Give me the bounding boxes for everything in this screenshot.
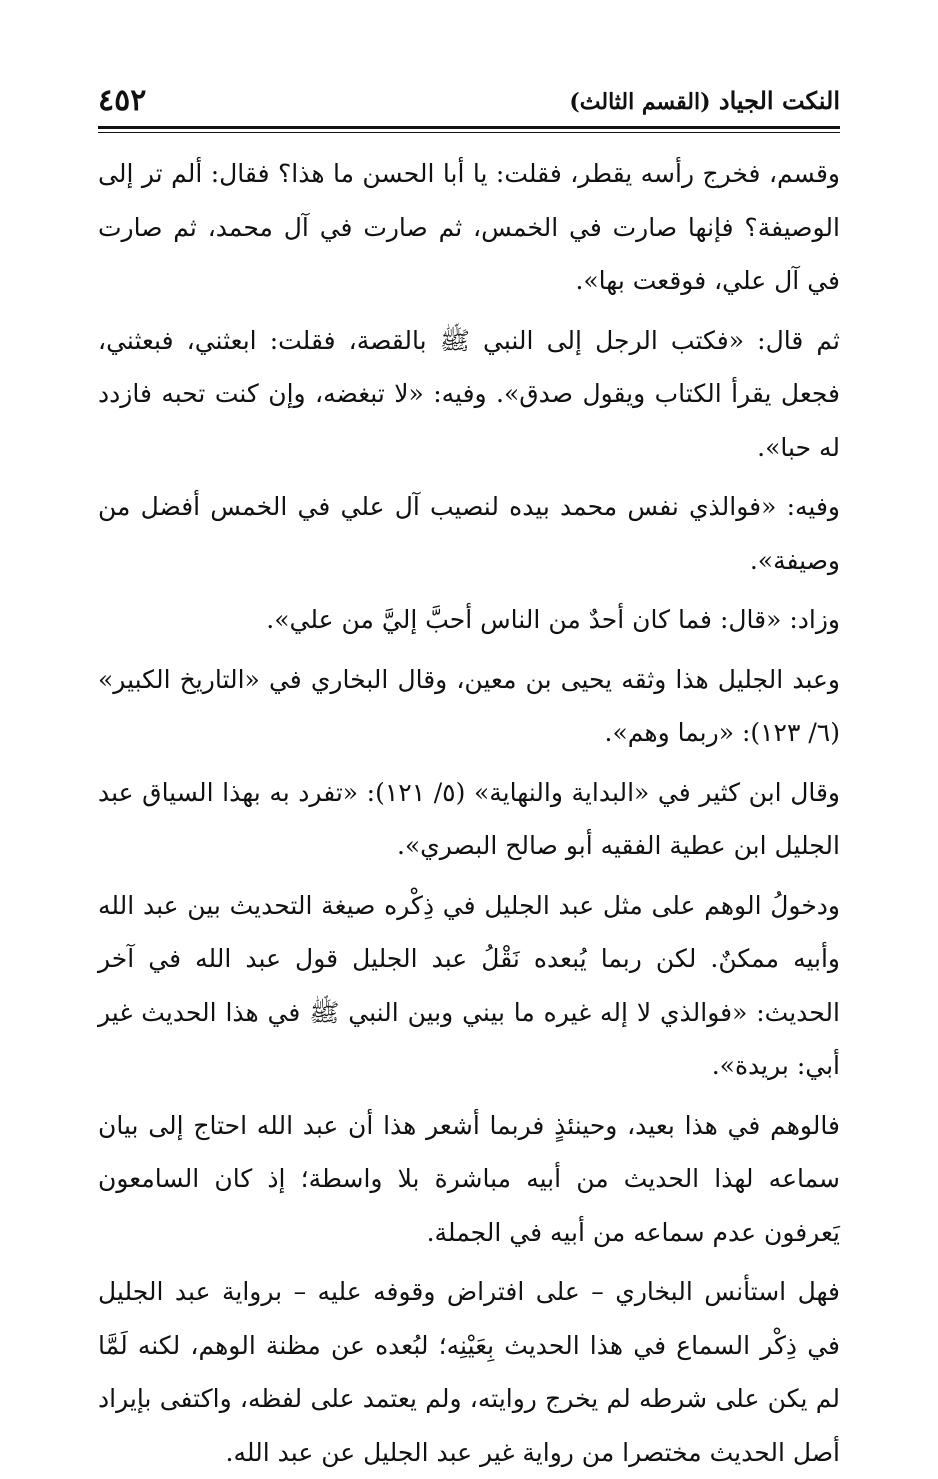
running-title: [569, 86, 840, 115]
section-label: (القسم الثالث): [569, 88, 711, 115]
header-rule-thin: [98, 132, 840, 133]
book-title: النكت الجياد: [718, 85, 840, 115]
page-number: ٤٥٢: [98, 82, 147, 118]
header-rule-thick: [98, 126, 840, 129]
paragraph: وقال ابن كثير في «البداية والنهاية» (٥/ ١٢١): «تفرد به بهذا السياق عبد الجليل ابن عطية الفقيه أبو صالح البصري».: [98, 777, 840, 860]
running-header: [98, 78, 840, 122]
paragraph: فالوهم في هذا بعيد، وحينئذٍ فربما أشعر هذا أن عبد الله احتاج إلى بيان سماعه لهذا الحديث من أبيه مباشرة بلا واسطة؛ إذ كان السامعون يَعرفون عدم سماعه من أبيه في الجملة.: [98, 1110, 840, 1247]
paragraph: وفيه: «فوالذي نفس محمد بيده لنصيب آل علي في الخمس أفضل من وصيفة».: [98, 492, 840, 575]
paragraph: وقسم، فخرج رأسه يقطر، فقلت: يا أبا الحسن ما هذا؟ فقال: ألم تر إلى الوصيفة؟ فإنها صارت في الخمس، ثم صارت في آل محمد، ثم صارت في آل علي، فوقعت بها».: [98, 159, 841, 295]
paragraph: ثم قال: «فكتب الرجل إلى النبي ﷺ بالقصة، فقلت: ابعثني، فبعثني، فجعل يقرأ الكتاب ويقول صدق». وفيه: «لا تبغضه، وإن كنت تحبه فازدد له حبا».: [98, 325, 840, 462]
paragraph: وعبد الجليل هذا وثقه يحيى بن معين، وقال البخاري في «التاريخ الكبير» (٦/ ١٢٣): «ربما وهم».: [98, 664, 840, 747]
paragraph: ودخولُ الوهم على مثل عبد الجليل في ذِكْره صيغة التحديث بين عبد الله وأبيه ممكنٌ. لكن ربما يُبعده نَقْلُ عبد الجليل قول عبد الله في آخر الحديث: «فوالذي لا إله غيره ما بيني وبين النبي ﷺ في هذا الحديث غير أبي: بريدة».: [98, 890, 840, 1080]
paragraph: وزاد: «قال: فما كان أحدٌ من الناس أحبَّ إليَّ من علي».: [266, 605, 840, 634]
document-page: [98, 78, 841, 1467]
page-body: [98, 147, 840, 1479]
paragraph: فهل استأنس البخاري – على افتراض وقوفه عليه – برواية عبد الجليل في ذِكْر السماع في هذا الحديث بِعَيْنِه؛ لبُعده عن مظنة الوهم، لكنه لَمَّا لم يكن على شرطه لم يخرج روايته، ولم يعتمد على لفظه، واكتفى بإيراد أصل الحديث مختصرا من رواية غير عبد الجليل عن عبد الله.: [98, 1277, 840, 1467]
